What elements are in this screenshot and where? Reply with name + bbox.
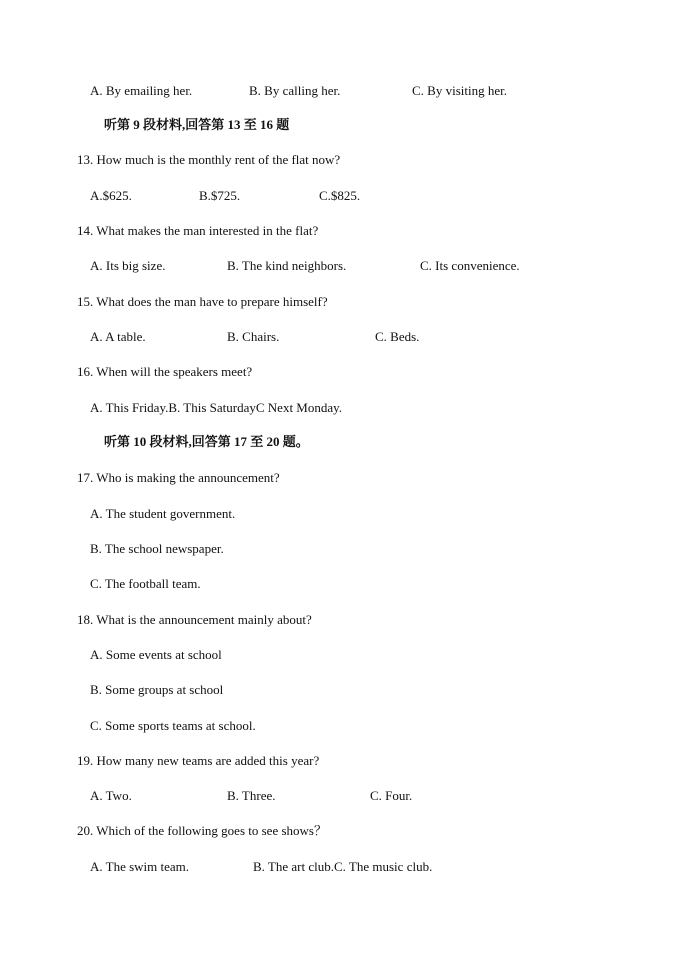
q12-option-c: C. By visiting her.	[412, 83, 507, 98]
q19-option-c: C. Four.	[370, 788, 413, 803]
q16-options: A. This Friday.B. This SaturdayC Next Monday.	[90, 400, 343, 415]
q15-option-a: A. A table.	[90, 329, 146, 344]
question-20: 20. Which of the following goes to see shows？	[77, 823, 327, 838]
q14-option-b: B. The kind neighbors.	[227, 258, 347, 273]
question-18: 18. What is the announcement mainly about?	[77, 612, 312, 627]
q15-option-c: C. Beds.	[375, 329, 420, 344]
q19-option-a: A. Two.	[90, 788, 132, 803]
question-13: 13. How much is the monthly rent of the flat now?	[77, 152, 341, 167]
q18-option-c: C. Some sports teams at school.	[90, 718, 256, 733]
q20-option-bc: B. The art club.C. The music club.	[253, 859, 433, 874]
q12-option-b: B. By calling her.	[249, 83, 341, 98]
question-16: 16. When will the speakers meet?	[77, 364, 253, 379]
question-19: 19. How many new teams are added this year?	[77, 753, 320, 768]
section-9-header: 听第 9 段材料,回答第 13 至 16 题	[104, 117, 290, 132]
q13-option-c: C.$825.	[319, 188, 361, 203]
q13-option-b: B.$725.	[199, 188, 241, 203]
q14-option-a: A. Its big size.	[90, 258, 166, 273]
q17-option-a: A. The student government.	[90, 506, 236, 521]
section-10-header: 听第 10 段材料,回答第 17 至 20 题。	[104, 434, 309, 449]
q17-option-b: B. The school newspaper.	[90, 541, 224, 556]
q20-option-a: A. The swim team.	[90, 859, 190, 874]
question-14: 14. What makes the man interested in the flat?	[77, 223, 319, 238]
q19-option-b: B. Three.	[227, 788, 276, 803]
q13-option-a: A.$625.	[90, 188, 132, 203]
q18-option-b: B. Some groups at school	[90, 682, 224, 697]
question-17: 17. Who is making the announcement?	[77, 470, 280, 485]
q15-option-b: B. Chairs.	[227, 329, 280, 344]
q14-option-c: C. Its convenience.	[420, 258, 520, 273]
question-15: 15. What does the man have to prepare himself?	[77, 294, 328, 309]
q12-option-a: A. By emailing her.	[90, 83, 193, 98]
q17-option-c: C. The football team.	[90, 576, 201, 591]
q18-option-a: A. Some events at school	[90, 647, 222, 662]
